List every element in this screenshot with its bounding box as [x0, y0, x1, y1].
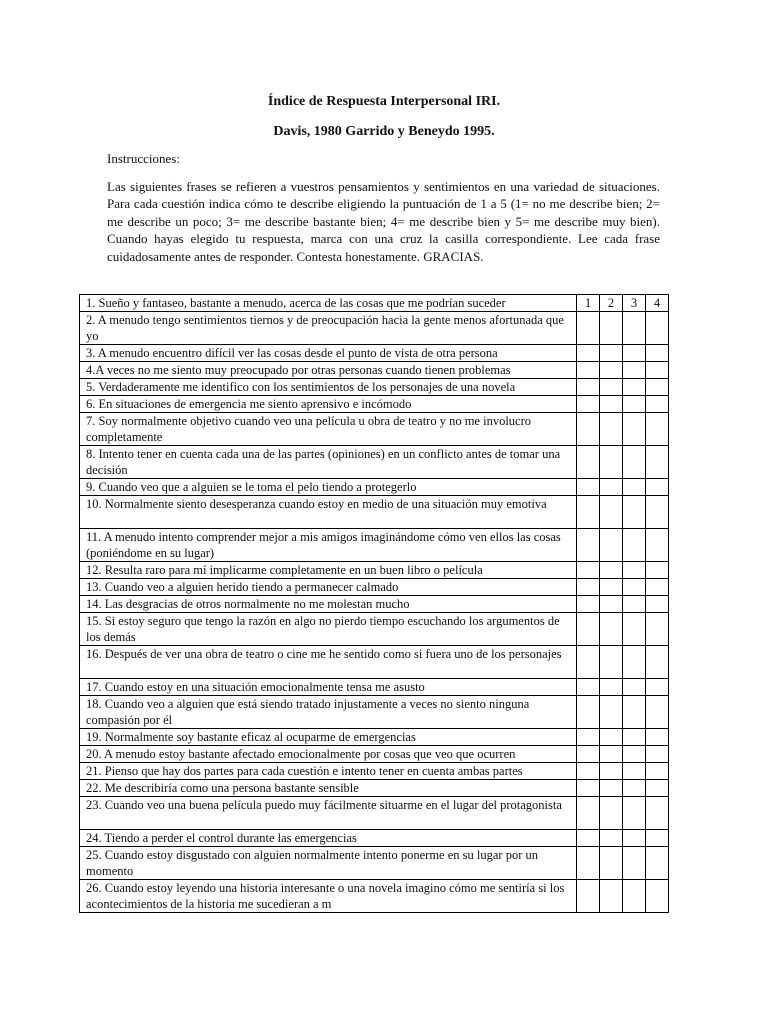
answer-box[interactable] [623, 362, 646, 379]
answer-box[interactable] [623, 596, 646, 613]
item-text: 26. Cuando estoy leyendo una historia interesante o una novela imagino cómo me sentiría si los acontecimientos de la historia me sucedieran a m [80, 880, 577, 913]
document-title: Índice de Respuesta Interpersonal IRI. [267, 94, 501, 109]
answer-box[interactable] [646, 847, 669, 880]
answer-box[interactable] [577, 529, 600, 562]
answer-box[interactable] [600, 312, 623, 345]
answer-box[interactable] [577, 797, 600, 830]
answer-box[interactable] [600, 379, 623, 396]
answer-box[interactable] [600, 746, 623, 763]
answer-box[interactable] [646, 746, 669, 763]
answer-box[interactable] [577, 646, 600, 679]
scale-header-1: 1 [577, 295, 600, 312]
answer-box[interactable] [577, 679, 600, 696]
answer-box[interactable] [600, 362, 623, 379]
answer-box[interactable] [646, 579, 669, 596]
answer-box[interactable] [600, 345, 623, 362]
answer-box[interactable] [623, 579, 646, 596]
table-row [80, 413, 669, 446]
table-row [80, 729, 669, 746]
answer-box[interactable] [577, 396, 600, 413]
answer-box[interactable] [600, 613, 623, 646]
item-text: 15. Si estoy seguro que tengo la razón en algo no pierdo tiempo escuchando los argumentos de los demás [80, 613, 577, 646]
answer-box[interactable] [600, 396, 623, 413]
table-row [80, 295, 669, 312]
item-text: 11. A menudo intento comprender mejor a mis amigos imaginándome cómo ven ellos las cosas (poniéndome en su lugar) [80, 529, 577, 562]
item-text: 21. Pienso que hay dos partes para cada cuestión e intento tener en cuenta ambas partes [80, 763, 577, 780]
table-row [80, 679, 669, 696]
answer-box[interactable] [646, 562, 669, 579]
answer-box[interactable] [577, 579, 600, 596]
answer-box[interactable] [646, 362, 669, 379]
answer-box[interactable] [623, 746, 646, 763]
table-row [80, 496, 669, 529]
answer-box[interactable] [600, 729, 623, 746]
answer-box[interactable] [646, 646, 669, 679]
answer-box[interactable] [577, 880, 600, 913]
answer-box[interactable] [623, 797, 646, 830]
answer-box[interactable] [646, 763, 669, 780]
answer-box[interactable] [646, 529, 669, 562]
answer-box[interactable] [577, 830, 600, 847]
answer-box[interactable] [623, 847, 646, 880]
answer-box[interactable] [623, 529, 646, 562]
table-row [80, 396, 669, 413]
answer-box[interactable] [600, 496, 623, 529]
answer-box[interactable] [646, 496, 669, 529]
answer-box[interactable] [646, 880, 669, 913]
answer-box[interactable] [646, 613, 669, 646]
answer-box[interactable] [577, 763, 600, 780]
answer-box[interactable] [623, 646, 646, 679]
scale-header-3: 3 [623, 295, 646, 312]
answer-box[interactable] [646, 446, 669, 479]
table-row [80, 345, 669, 362]
answer-box[interactable] [646, 479, 669, 496]
item-text: 13. Cuando veo a alguien herido tiendo a permanecer calmado [80, 579, 577, 596]
questionnaire-body [80, 295, 669, 913]
answer-box[interactable] [623, 312, 646, 345]
answer-box[interactable] [600, 847, 623, 880]
item-text: 9. Cuando veo que a alguien se le toma el pelo tiendo a protegerlo [80, 479, 577, 496]
answer-box[interactable] [600, 696, 623, 729]
answer-box[interactable] [646, 413, 669, 446]
table-row [80, 379, 669, 396]
table-row [80, 847, 669, 880]
table-row [80, 446, 669, 479]
item-text: 17. Cuando estoy en una situación emocionalmente tensa me asusto [80, 679, 577, 696]
answer-box[interactable] [577, 312, 600, 345]
scale-header-4: 4 [646, 295, 669, 312]
table-row [80, 613, 669, 646]
table-row [80, 830, 669, 847]
item-text: 18. Cuando veo a alguien que está siendo tratado injustamente a veces no siento ninguna compasión por él [80, 696, 577, 729]
answer-box[interactable] [623, 446, 646, 479]
item-text: 6. En situaciones de emergencia me siento aprensivo e incómodo [80, 396, 577, 413]
answer-box[interactable] [623, 696, 646, 729]
item-text: 20. A menudo estoy bastante afectado emocionalmente por cosas que veo que ocurren [80, 746, 577, 763]
answer-box[interactable] [577, 413, 600, 446]
answer-box[interactable] [600, 646, 623, 679]
answer-box[interactable] [646, 679, 669, 696]
answer-box[interactable] [623, 413, 646, 446]
answer-box[interactable] [623, 679, 646, 696]
table-row [80, 596, 669, 613]
answer-box[interactable] [600, 413, 623, 446]
answer-box[interactable] [577, 479, 600, 496]
item-text: 12. Resulta raro para mí implicarme completamente en un buen libro o película [80, 562, 577, 579]
table-row [80, 780, 669, 797]
answer-box[interactable] [623, 763, 646, 780]
answer-box[interactable] [623, 562, 646, 579]
answer-box[interactable] [646, 729, 669, 746]
answer-box[interactable] [646, 797, 669, 830]
answer-box[interactable] [623, 496, 646, 529]
item-text: 7. Soy normalmente objetivo cuando veo una película u obra de teatro y no me involucro completamente [80, 413, 577, 446]
table-row [80, 880, 669, 913]
item-text: 10. Normalmente siento desesperanza cuando estoy en medio de una situación muy emotiva [80, 496, 577, 529]
item-text: 3. A menudo encuentro difícil ver las cosas desde el punto de vista de otra persona [80, 345, 577, 362]
answer-box[interactable] [577, 562, 600, 579]
answer-box[interactable] [577, 696, 600, 729]
item-text: 4.A veces no me siento muy preocupado por otras personas cuando tienen problemas [80, 362, 577, 379]
answer-box[interactable] [646, 830, 669, 847]
answer-box[interactable] [577, 345, 600, 362]
table-row [80, 797, 669, 830]
answer-box[interactable] [600, 679, 623, 696]
scale-header-2: 2 [600, 295, 623, 312]
table-row [80, 562, 669, 579]
answer-box[interactable] [623, 379, 646, 396]
table-row [80, 646, 669, 679]
answer-box[interactable] [646, 396, 669, 413]
table-row [80, 312, 669, 345]
answer-box[interactable] [600, 562, 623, 579]
item-text: 16. Después de ver una obra de teatro o cine me he sentido como si fuera uno de los personajes [80, 646, 577, 679]
answer-box[interactable] [577, 613, 600, 646]
table-row [80, 479, 669, 496]
answer-box[interactable] [577, 729, 600, 746]
item-text: 19. Normalmente soy bastante eficaz al ocuparme de emergencias [80, 729, 577, 746]
answer-box[interactable] [600, 780, 623, 797]
answer-box[interactable] [600, 479, 623, 496]
answer-box[interactable] [600, 797, 623, 830]
answer-box[interactable] [623, 479, 646, 496]
answer-box[interactable] [577, 847, 600, 880]
answer-box[interactable] [577, 379, 600, 396]
answer-box[interactable] [623, 613, 646, 646]
answer-box[interactable] [623, 396, 646, 413]
answer-box[interactable] [577, 780, 600, 797]
answer-box[interactable] [577, 596, 600, 613]
table-row [80, 696, 669, 729]
questionnaire-table [79, 294, 669, 913]
answer-box[interactable] [600, 579, 623, 596]
answer-box[interactable] [623, 880, 646, 913]
item-text: 1. Sueño y fantaseo, bastante a menudo, acerca de las cosas que me podrían suceder [80, 295, 577, 312]
table-row [80, 362, 669, 379]
answer-box[interactable] [623, 345, 646, 362]
item-text: 5. Verdaderamente me identifico con los sentimientos de los personajes de una novela [80, 379, 577, 396]
item-text: 22. Me describiría como una persona bastante sensible [80, 780, 577, 797]
instructions-text: Las siguientes frases se refieren a vuestros pensamientos y sentimientos en una variedad de situaciones. Para cada cuestión indica cómo te describe eligiendo la puntuación de 1 a 5 (1= no me describe bien; 2= me describe un poco; 3= me describe bastante bien; 4= me describe bien y 5= me describe muy bien). Cuando hayas elegido tu respuesta, marca con una cruz la casilla correspondiente. Lee cada frase cuidadosamente antes de responder. Contesta honestamente. GRACIAS. [107, 179, 660, 264]
answer-box[interactable] [646, 596, 669, 613]
answer-box[interactable] [623, 729, 646, 746]
answer-box[interactable] [600, 529, 623, 562]
answer-box[interactable] [646, 696, 669, 729]
table-row [80, 529, 669, 562]
answer-box[interactable] [646, 780, 669, 797]
item-text: 25. Cuando estoy disgustado con alguien normalmente intento ponerme en su lugar por un momento [80, 847, 577, 880]
answer-box[interactable] [600, 763, 623, 780]
item-text: 14. Las desgracias de otros normalmente no me molestan mucho [80, 596, 577, 613]
answer-box[interactable] [623, 830, 646, 847]
instructions-label: Instrucciones: [107, 151, 180, 166]
item-text: 2. A menudo tengo sentimientos tiernos y de preocupación hacia la gente menos afortunada que yo [80, 312, 577, 345]
answer-box[interactable] [577, 746, 600, 763]
answer-box[interactable] [646, 312, 669, 345]
item-text: 8. Intento tener en cuenta cada una de las partes (opiniones) en un conflicto antes de tomar una decisión [80, 446, 577, 479]
item-text: 24. Tiendo a perder el control durante las emergencias [80, 830, 577, 847]
answer-box[interactable] [646, 345, 669, 362]
answer-box[interactable] [623, 780, 646, 797]
table-row [80, 746, 669, 763]
answer-box[interactable] [600, 880, 623, 913]
answer-box[interactable] [577, 446, 600, 479]
answer-box[interactable] [600, 596, 623, 613]
table-row [80, 763, 669, 780]
answer-box[interactable] [577, 362, 600, 379]
document-subtitle: Davis, 1980 Garrido y Beneydo 1995. [273, 124, 495, 139]
answer-box[interactable] [577, 496, 600, 529]
answer-box[interactable] [600, 446, 623, 479]
answer-box[interactable] [600, 830, 623, 847]
answer-box[interactable] [646, 379, 669, 396]
item-text: 23. Cuando veo una buena película puedo muy fácilmente situarme en el lugar del protagonista [80, 797, 577, 830]
table-row [80, 579, 669, 596]
